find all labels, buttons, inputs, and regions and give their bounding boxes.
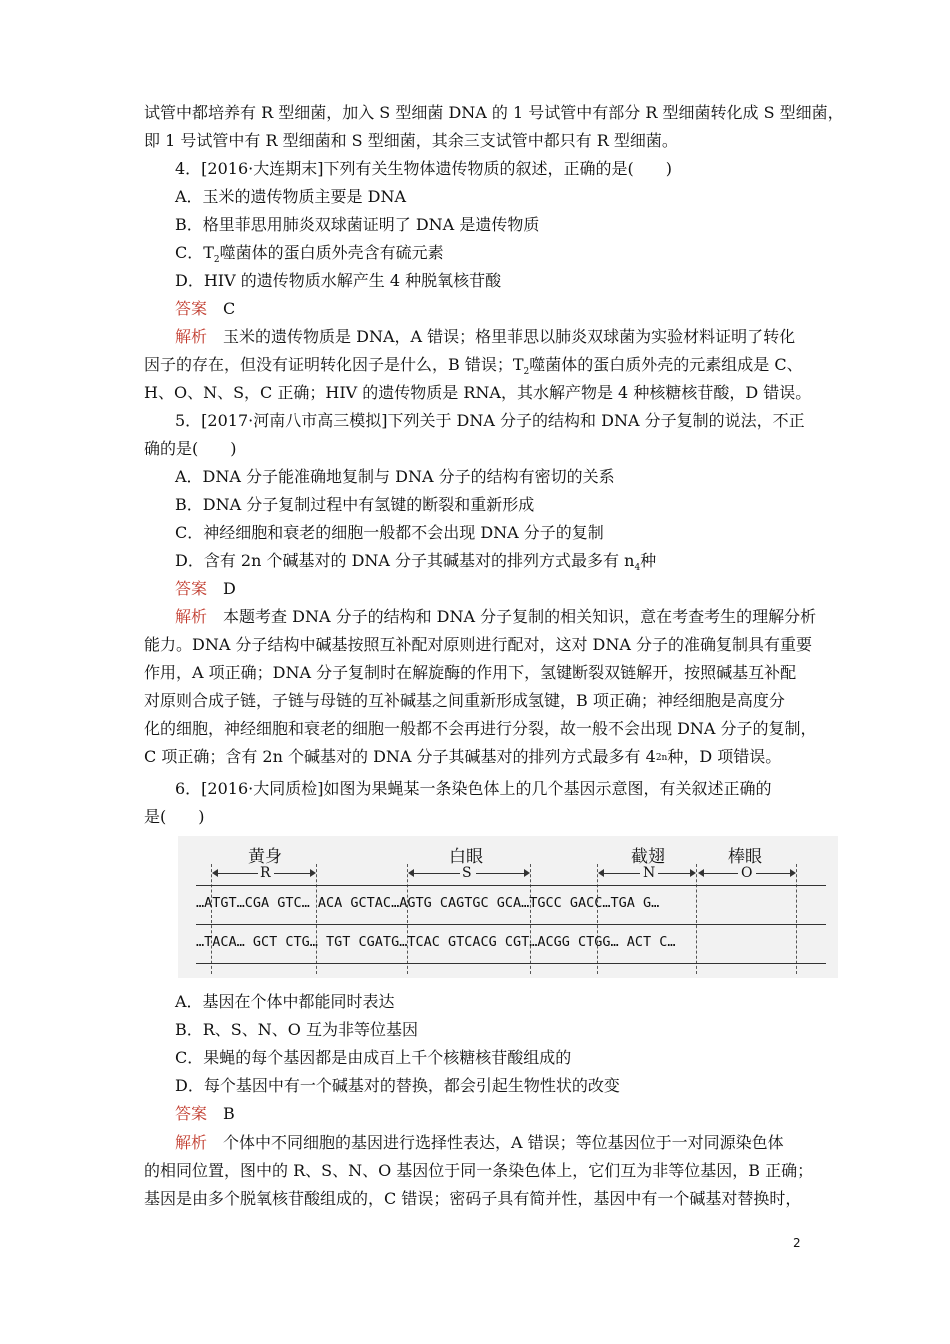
arrow-line [704, 873, 738, 874]
option-d: D．HIV 的遗传物质水解产生 4 种脱氧核苷酸 [175, 271, 502, 290]
text-line: 确的是( ) [144, 439, 237, 458]
bottom-strand-sequence: …TACA… GCT CTG… TGT CGATG…TCAC GTCACG CGT…ACGG CTGG… ACT C… [196, 934, 676, 950]
arrow-line [756, 873, 790, 874]
text-line: 试管中都培养有 R 型细菌，加入 S 型细菌 DNA 的 1 号试管中有部分 R 型细菌转化成 S 型细菌， [144, 103, 844, 122]
analysis-line: 解析 个体中不同细胞的基因进行选择性表达，A 错误；等位基因位于一对同源染色体 [175, 1133, 784, 1152]
gene-name-n: 截翅 [631, 847, 665, 867]
text-line: C 项正确；含有 2n 个碱基对的 DNA 分子其碱基对的排列方式最多有 $4^{2n}$种，D 项错误。 [144, 747, 782, 766]
option-a: A．DNA 分子能准确地复制与 DNA 分子的结构有密切的关系 [175, 467, 615, 486]
option-b: B．DNA 分子复制过程中有氢键的断裂和重新形成 [175, 495, 535, 514]
gene-name-s: 白眼 [449, 847, 483, 867]
option-c: C．果蝇的每个基因都是由成百上千个核糖核苷酸组成的 [175, 1048, 572, 1067]
answer-line: 答案 D [175, 579, 236, 598]
option-b: B．R、S、N、O 互为非等位基因 [175, 1020, 418, 1039]
text-line: 的相同位置，图中的 R、S、N、O 基因位于同一条染色体上，它们互为非等位基因，B 正确； [144, 1161, 814, 1180]
boundary-line [407, 864, 408, 974]
gene-letter-o: O [741, 865, 753, 881]
top-strand-sequence: …ATGT…CGA GTC… ACA GCTAC…AGTG CAGTGC GCA…TGCC GACC…TGA G… [196, 895, 660, 911]
text-line: 即 1 号试管中有 R 型细菌和 S 型细菌，其余三支试管中都只有 R 型细菌。 [144, 131, 678, 150]
answer-label: 答案 [175, 299, 208, 318]
boundary-line [796, 864, 797, 974]
boundary-line [316, 864, 317, 974]
text-line: 能力。DNA 分子结构中碱基按照互补配对原则进行配对，这对 DNA 分子的准确复制具有重要 [144, 635, 813, 654]
option-c: C．神经细胞和衰老的细胞一般都不会出现 DNA 分子的复制 [175, 523, 604, 542]
text-line: 化的细胞，神经细胞和衰老的细胞一般都不会再进行分裂，故一般不会出现 DNA 分子的复制， [144, 719, 817, 738]
text-line: 因子的存在，但没有证明转化因子是什么，B 错误；$T_2$噬菌体的蛋白质外壳的元素组成是 C、 [144, 355, 803, 377]
text-line: 对原则合成子链，子链与母链的互补碱基之间重新形成氢键，B 项正确；神经细胞是高度分 [144, 691, 785, 710]
arrow-line [658, 873, 690, 874]
answer-line: 答案 C [175, 299, 236, 318]
arrow-line [274, 873, 310, 874]
arrow-line [414, 873, 460, 874]
page-number: 2 [793, 1236, 801, 1250]
gene-diagram [178, 836, 838, 978]
strand-line [196, 924, 826, 925]
option-a: A．玉米的遗传物质主要是 DNA [175, 187, 407, 206]
text-line: 是( ) [144, 807, 205, 826]
gene-name-o: 棒眼 [728, 847, 762, 867]
question-6-stem: 6．[2016·大同质检]如图为果蝇某一条染色体上的几个基因示意图，有关叙述正确的 [175, 779, 772, 798]
analysis-label: 解析 [175, 327, 208, 346]
question-4-stem: 4．[2016·大连期末]下列有关生物体遗传物质的叙述，正确的是( ) [175, 159, 672, 178]
boundary-line [597, 864, 598, 974]
analysis-label: 解析 [175, 607, 208, 626]
boundary-line [211, 864, 212, 974]
answer-label: 答案 [175, 579, 208, 598]
analysis-line: 解析 本题考查 DNA 分子的结构和 DNA 分子复制的相关知识，意在考查考生的理解分析 [175, 607, 817, 626]
gene-letter-n: N [643, 865, 656, 881]
strand-line [196, 963, 826, 964]
option-d: D．每个基因中有一个碱基对的替换，都会引起生物性状的改变 [175, 1076, 620, 1095]
boundary-line [530, 864, 531, 974]
strand-line [196, 885, 826, 886]
answer-label: 答案 [175, 1104, 208, 1123]
gene-letter-s: S [462, 865, 472, 881]
option-a: A．基因在个体中都能同时表达 [175, 992, 395, 1011]
question-5-stem: 5．[2017·河南八市高三模拟]下列关于 DNA 分子的结构和 DNA 分子复制的说法，不正 [175, 411, 805, 430]
option-b: B．格里菲思用肺炎双球菌证明了 DNA 是遗传物质 [175, 215, 540, 234]
option-d: D．含有 2n 个碱基对的 DNA 分子其碱基对的排列方式最多有 $n_4$种 [175, 551, 657, 573]
answer-line: 答案 B [175, 1104, 235, 1123]
arrow-line [604, 873, 640, 874]
arrow-line [476, 873, 524, 874]
gene-letter-r: R [260, 865, 271, 881]
text-line: H、O、N、S，C 正确；HIV 的遗传物质是 RNA，其水解产物是 4 种核糖核苷酸，D 错误。 [144, 383, 812, 402]
text-line: 基因是由多个脱氧核苷酸组成的，C 错误；密码子具有简并性，基因中有一个碱基对替换时， [144, 1189, 802, 1208]
boundary-line [696, 864, 697, 974]
arrow-line [218, 873, 258, 874]
text-line: 作用，A 项正确；DNA 分子复制时在解旋酶的作用下，氢键断裂双链解开，按照碱基互补配 [144, 663, 797, 682]
option-c: C．$T_2$噬菌体的蛋白质外壳含有硫元素 [175, 243, 444, 265]
analysis-label: 解析 [175, 1133, 208, 1152]
analysis-line: 解析 玉米的遗传物质是 DNA，A 错误；格里菲思以肺炎双球菌为实验材料证明了转化 [175, 327, 796, 346]
gene-name-r: 黄身 [248, 847, 282, 867]
